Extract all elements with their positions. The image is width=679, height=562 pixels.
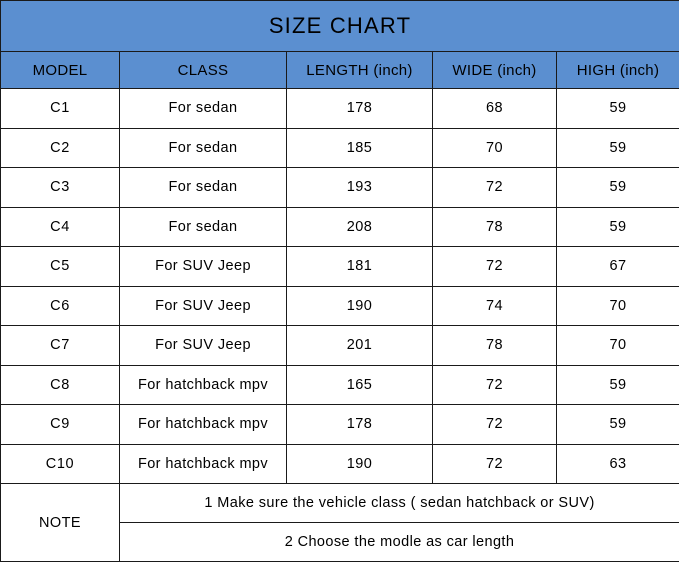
cell-class: For hatchback mpv [120, 365, 287, 405]
cell-class: For sedan [120, 207, 287, 247]
cell-model: C8 [1, 365, 120, 405]
cell-model: C9 [1, 405, 120, 445]
cell-class: For hatchback mpv [120, 405, 287, 445]
cell-model: C10 [1, 444, 120, 484]
cell-class: For SUV Jeep [120, 286, 287, 326]
note-row-first [1, 484, 679, 523]
cell-high: 59 [557, 89, 679, 129]
cell-wide: 70 [433, 128, 557, 168]
column-header-length: LENGTH (inch) [287, 52, 433, 89]
cell-wide: 74 [433, 286, 557, 326]
note-line-2: 2 Choose the modle as car length [120, 523, 679, 562]
table-row [1, 365, 679, 405]
cell-model: C4 [1, 207, 120, 247]
title-row [1, 1, 679, 52]
cell-model: C7 [1, 326, 120, 366]
cell-length: 181 [287, 247, 433, 287]
cell-class: For sedan [120, 128, 287, 168]
cell-length: 190 [287, 286, 433, 326]
cell-high: 67 [557, 247, 679, 287]
cell-model: C3 [1, 168, 120, 208]
cell-high: 70 [557, 286, 679, 326]
cell-length: 178 [287, 89, 433, 129]
column-header-wide: WIDE (inch) [433, 52, 557, 89]
cell-length: 201 [287, 326, 433, 366]
cell-length: 185 [287, 128, 433, 168]
column-header-model: MODEL [1, 52, 120, 89]
cell-class: For SUV Jeep [120, 247, 287, 287]
cell-model: C6 [1, 286, 120, 326]
cell-high: 70 [557, 326, 679, 366]
cell-high: 59 [557, 128, 679, 168]
cell-wide: 72 [433, 168, 557, 208]
table-row [1, 168, 679, 208]
cell-length: 193 [287, 168, 433, 208]
cell-wide: 78 [433, 207, 557, 247]
column-header-high: HIGH (inch) [557, 52, 679, 89]
cell-high: 59 [557, 207, 679, 247]
cell-class: For SUV Jeep [120, 326, 287, 366]
cell-wide: 78 [433, 326, 557, 366]
cell-class: For sedan [120, 168, 287, 208]
cell-high: 63 [557, 444, 679, 484]
note-label: NOTE [1, 484, 120, 562]
cell-model: C1 [1, 89, 120, 129]
table-row [1, 405, 679, 445]
cell-length: 208 [287, 207, 433, 247]
chart-title: SIZE CHART [1, 1, 679, 52]
cell-length: 190 [287, 444, 433, 484]
cell-wide: 72 [433, 405, 557, 445]
table-row [1, 207, 679, 247]
cell-wide: 72 [433, 365, 557, 405]
cell-wide: 68 [433, 89, 557, 129]
cell-class: For hatchback mpv [120, 444, 287, 484]
cell-model: C5 [1, 247, 120, 287]
cell-high: 59 [557, 365, 679, 405]
table-row [1, 326, 679, 366]
cell-class: For sedan [120, 89, 287, 129]
cell-length: 165 [287, 365, 433, 405]
header-row [1, 52, 679, 89]
table-row [1, 247, 679, 287]
table-row [1, 89, 679, 129]
table-row [1, 444, 679, 484]
note-line-1: 1 Make sure the vehicle class ( sedan hatchback or SUV) [120, 484, 679, 523]
table-row [1, 286, 679, 326]
cell-wide: 72 [433, 247, 557, 287]
cell-wide: 72 [433, 444, 557, 484]
table-row [1, 128, 679, 168]
cell-high: 59 [557, 168, 679, 208]
cell-high: 59 [557, 405, 679, 445]
cell-length: 178 [287, 405, 433, 445]
cell-model: C2 [1, 128, 120, 168]
column-header-class: CLASS [120, 52, 287, 89]
